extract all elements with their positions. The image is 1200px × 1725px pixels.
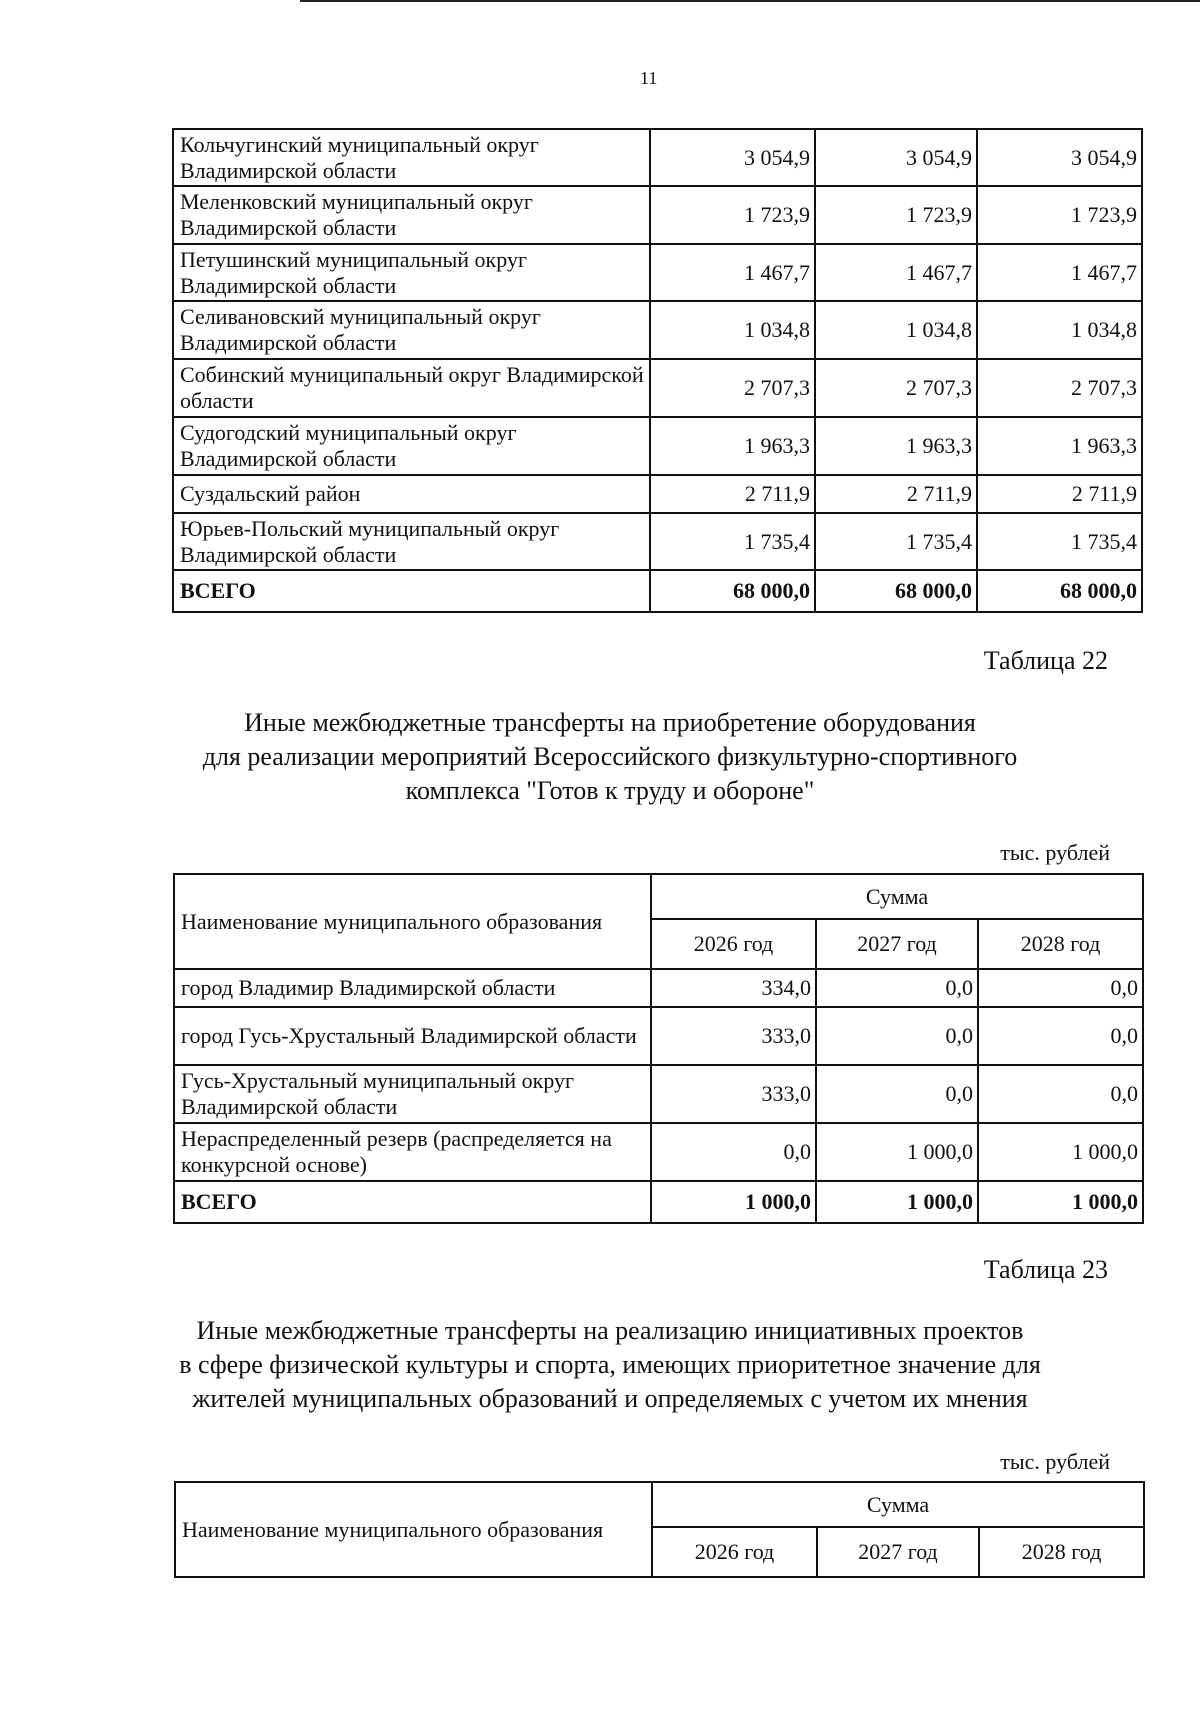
table-22 <box>173 873 1144 1224</box>
value-2027-cell: 1 034,8 <box>815 301 977 359</box>
table-body <box>174 969 1143 1223</box>
value-2026-cell: 1 034,8 <box>650 301 815 359</box>
value-2026-cell: 333,0 <box>651 1007 816 1065</box>
value-2026-cell: 68 000,0 <box>650 570 815 612</box>
row-name-cell: Судогодский муниципальный округ Владимирской области <box>173 417 650 475</box>
value-2027-cell: 0,0 <box>816 1065 978 1123</box>
title-line: в сфере физической культуры и спорта, имеющих приоритетное значение для <box>179 1350 1041 1379</box>
value-2028-cell: 1 034,8 <box>977 301 1142 359</box>
table-row <box>173 129 1142 186</box>
value-2027-cell: 1 000,0 <box>816 1181 978 1223</box>
header-name-column: Наименование муниципального образования <box>175 1482 652 1577</box>
row-name-cell: ВСЕГО <box>174 1181 651 1223</box>
row-name-cell: Нераспределенный резерв (распределяется на конкурсной основе) <box>174 1123 651 1181</box>
value-2026-cell: 0,0 <box>651 1123 816 1181</box>
value-2026-cell: 334,0 <box>651 969 816 1007</box>
total-row <box>173 570 1142 612</box>
header-sum: Сумма <box>652 1482 1144 1527</box>
table-row <box>174 969 1143 1007</box>
value-2027-cell: 1 735,4 <box>815 513 977 570</box>
row-name-cell: Собинский муниципальный округ Владимирской области <box>173 359 650 417</box>
table-22-label: Таблица 22 <box>983 646 1108 675</box>
table-23 <box>174 1481 1145 1578</box>
table-row <box>174 1123 1143 1181</box>
header-year-2026: 2026 год <box>651 919 816 969</box>
page-number: 11 <box>640 68 658 88</box>
table-row <box>173 475 1142 513</box>
value-2026-cell: 1 467,7 <box>650 244 815 301</box>
row-name-cell: Кольчугинский муниципальный округ Владимирской области <box>173 129 650 186</box>
total-row <box>174 1181 1143 1223</box>
value-2027-cell: 1 467,7 <box>815 244 977 301</box>
value-2028-cell: 1 000,0 <box>978 1123 1143 1181</box>
value-2027-cell: 0,0 <box>816 1007 978 1065</box>
value-2028-cell: 2 707,3 <box>977 359 1142 417</box>
row-name-cell: Петушинский муниципальный округ Владимирской области <box>173 244 650 301</box>
value-2027-cell: 2 707,3 <box>815 359 977 417</box>
value-2027-cell: 1 723,9 <box>815 186 977 244</box>
table-22-title <box>150 706 1070 808</box>
value-2026-cell: 2 711,9 <box>650 475 815 513</box>
value-2028-cell: 0,0 <box>978 969 1143 1007</box>
value-2027-cell: 68 000,0 <box>815 570 977 612</box>
value-2028-cell: 1 723,9 <box>977 186 1142 244</box>
table-row <box>173 513 1142 570</box>
value-2026-cell: 1 723,9 <box>650 186 815 244</box>
value-2027-cell: 3 054,9 <box>815 129 977 186</box>
header-year-2027: 2027 год <box>817 1527 979 1577</box>
value-2028-cell: 68 000,0 <box>977 570 1142 612</box>
row-name-cell: город Владимир Владимирской области <box>174 969 651 1007</box>
table-22-unit: тыс. рублей <box>1000 840 1110 865</box>
value-2028-cell: 1 735,4 <box>977 513 1142 570</box>
row-name-cell: ВСЕГО <box>173 570 650 612</box>
table-23-unit: тыс. рублей <box>1000 1449 1110 1474</box>
value-2028-cell: 1 000,0 <box>978 1181 1143 1223</box>
value-2026-cell: 3 054,9 <box>650 129 815 186</box>
value-2028-cell: 2 711,9 <box>977 475 1142 513</box>
value-2027-cell: 1 963,3 <box>815 417 977 475</box>
row-name-cell: Селивановский муниципальный округ Владимирской области <box>173 301 650 359</box>
title-line: Иные межбюджетные трансферты на приобретение оборудования <box>244 708 976 737</box>
table-23-label: Таблица 23 <box>983 1255 1108 1284</box>
header-year-2026: 2026 год <box>652 1527 817 1577</box>
header-year-2028: 2028 год <box>978 919 1143 969</box>
table-row <box>173 359 1142 417</box>
value-2028-cell: 3 054,9 <box>977 129 1142 186</box>
value-2026-cell: 333,0 <box>651 1065 816 1123</box>
row-name-cell: Гусь-Хрустальный муниципальный округ Владимирской области <box>174 1065 651 1123</box>
value-2027-cell: 2 711,9 <box>815 475 977 513</box>
value-2026-cell: 1 000,0 <box>651 1181 816 1223</box>
table-body <box>173 129 1142 612</box>
row-name-cell: Юрьев-Польский муниципальный округ Владимирской области <box>173 513 650 570</box>
table-row <box>173 417 1142 475</box>
table-row <box>174 1065 1143 1123</box>
header-sum: Сумма <box>651 874 1143 919</box>
title-line: комплекса "Готов к труду и обороне" <box>405 776 815 805</box>
title-line: для реализации мероприятий Всероссийского физкультурно-спортивного <box>202 742 1018 771</box>
title-line: Иные межбюджетные трансферты на реализацию инициативных проектов <box>196 1316 1024 1345</box>
value-2027-cell: 1 000,0 <box>816 1123 978 1181</box>
value-2026-cell: 1 735,4 <box>650 513 815 570</box>
transfers-table-continued <box>172 128 1143 613</box>
value-2028-cell: 1 963,3 <box>977 417 1142 475</box>
table-23-title <box>150 1314 1070 1416</box>
value-2026-cell: 2 707,3 <box>650 359 815 417</box>
value-2028-cell: 1 467,7 <box>977 244 1142 301</box>
header-name-column: Наименование муниципального образования <box>174 874 651 969</box>
header-year-2027: 2027 год <box>816 919 978 969</box>
value-2026-cell: 1 963,3 <box>650 417 815 475</box>
table-row <box>173 301 1142 359</box>
value-2027-cell: 0,0 <box>816 969 978 1007</box>
table-row <box>173 244 1142 301</box>
title-line: жителей муниципальных образований и определяемых с учетом их мнения <box>192 1384 1028 1413</box>
value-2028-cell: 0,0 <box>978 1065 1143 1123</box>
header-year-2028: 2028 год <box>979 1527 1144 1577</box>
row-name-cell: город Гусь-Хрустальный Владимирской области <box>174 1007 651 1065</box>
top-border-line <box>300 0 1200 2</box>
value-2028-cell: 0,0 <box>978 1007 1143 1065</box>
table-row <box>173 186 1142 244</box>
row-name-cell: Суздальский район <box>173 475 650 513</box>
row-name-cell: Меленковский муниципальный округ Владимирской области <box>173 186 650 244</box>
table-row <box>174 1007 1143 1065</box>
